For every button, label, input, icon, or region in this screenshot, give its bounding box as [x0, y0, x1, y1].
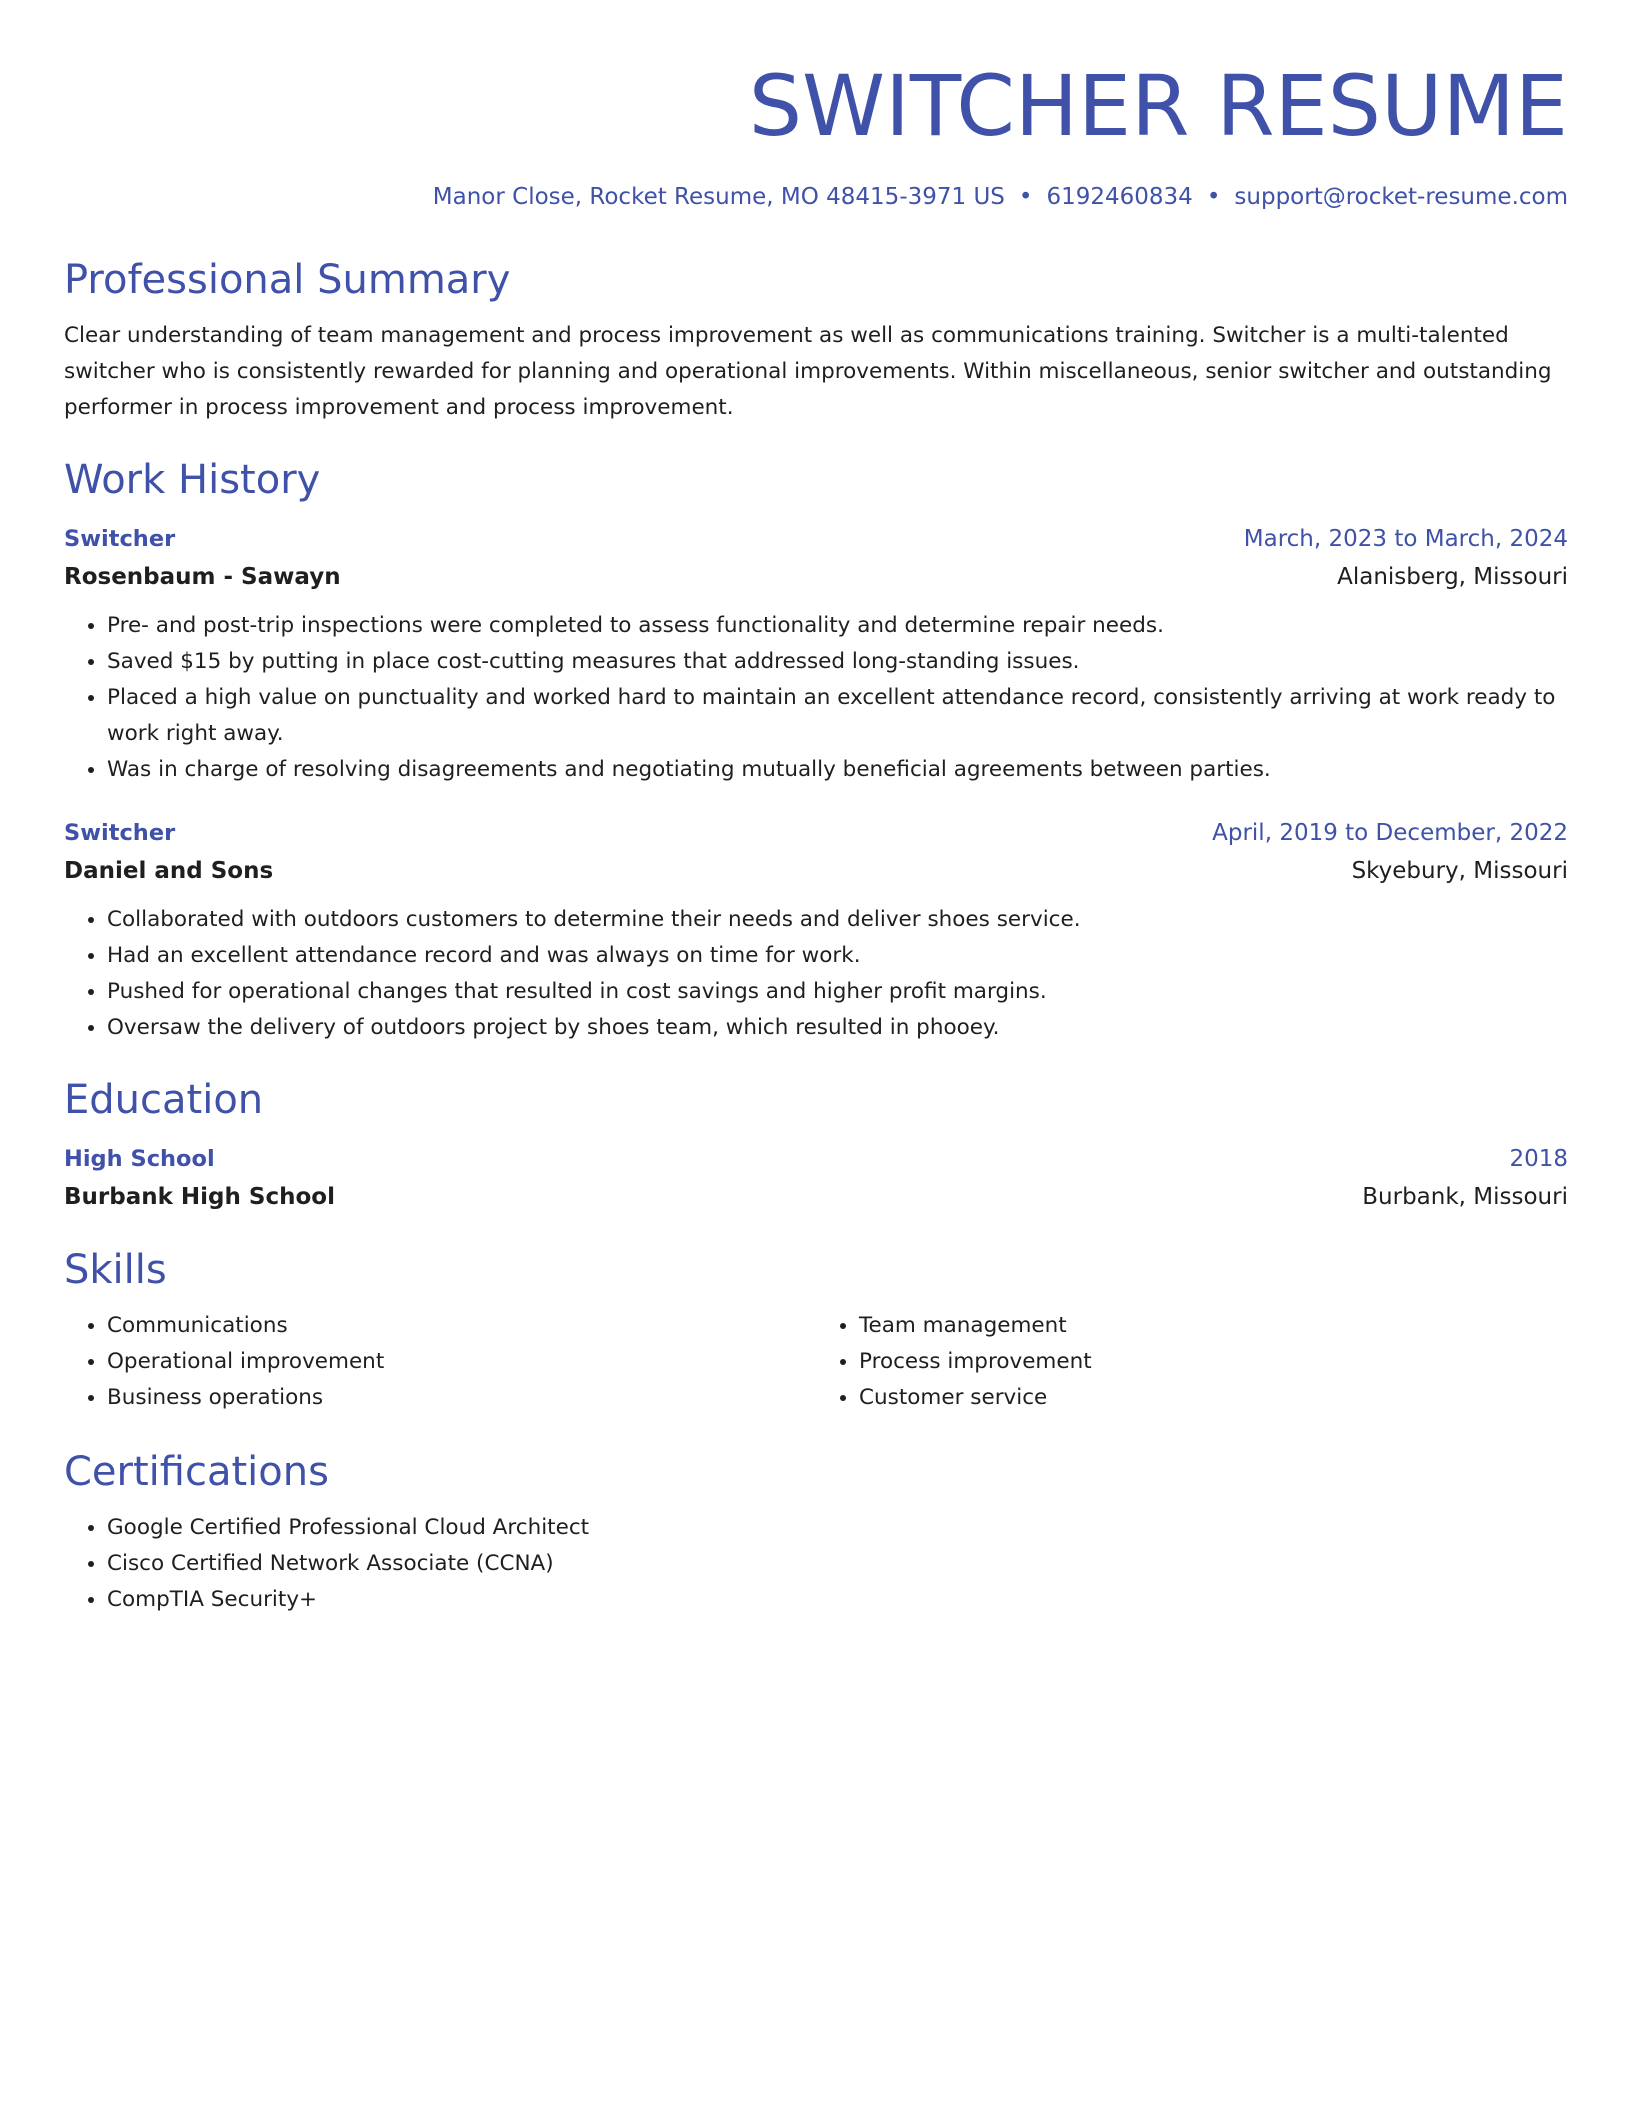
list-item: • CompTIA Security+	[107, 1582, 1568, 1618]
list-item: • Operational improvement	[107, 1344, 816, 1380]
list-item: • Was in charge of resolving disagreements and negotiating mutually beneficial agreements between parties.	[107, 752, 1568, 788]
contact-line	[64, 182, 1568, 212]
certifications-title: Certifications	[64, 1449, 329, 1495]
work-history-section	[64, 454, 1568, 1046]
job-dates: April, 2019 to December, 2022	[1212, 820, 1568, 846]
education-location: Burbank, Missouri	[1362, 1184, 1568, 1210]
job-company: Daniel and Sons	[64, 858, 274, 884]
contact-phone: 6192460834	[1046, 184, 1193, 210]
skills-column-right	[816, 1308, 1568, 1416]
summary-title: Professional Summary	[64, 257, 511, 303]
list-item: • Customer service	[859, 1380, 1568, 1416]
job-bullets	[64, 608, 1568, 788]
skills-column-left	[64, 1308, 816, 1416]
list-item: • Placed a high value on punctuality and worked hard to maintain an excellent attendance record, consistently arriving at work ready to work right away.	[107, 680, 1568, 752]
skills-grid	[64, 1308, 1568, 1416]
work-history-title: Work History	[64, 457, 321, 503]
certifications-section	[64, 1446, 1568, 1618]
job-location: Alanisberg, Missouri	[1337, 564, 1568, 590]
education-school: Burbank High School	[64, 1184, 335, 1210]
job-location: Skyebury, Missouri	[1351, 858, 1568, 884]
job-bullets	[64, 902, 1568, 1046]
list-item: • Process improvement	[859, 1344, 1568, 1380]
job-role: Switcher	[64, 526, 176, 552]
list-item: • Communications	[107, 1308, 816, 1344]
education-year: 2018	[1509, 1146, 1568, 1172]
contact-separator: •	[1206, 184, 1221, 210]
job-dates: March, 2023 to March, 2024	[1243, 526, 1568, 552]
list-item: • Google Certified Professional Cloud Architect	[107, 1510, 1568, 1546]
education-entry	[64, 1140, 1568, 1216]
certifications-list	[64, 1510, 1568, 1618]
resume-name: SWITCHER RESUME	[748, 57, 1568, 155]
job-role: Switcher	[64, 820, 176, 846]
resume-header	[64, 0, 1568, 212]
summary-text: Clear understanding of team management and process improvement as well as communications training. Switcher is a multi-talented switcher who is consistently rewarded for planning and operational improvements. Within miscellaneous, senior switcher and outstanding performer in process improvement and process improvement.	[64, 323, 1552, 420]
list-item: • Oversaw the delivery of outdoors project by shoes team, which resulted in phooey.	[107, 1010, 1568, 1046]
skills-section	[64, 1244, 1568, 1416]
list-item: • Business operations	[107, 1380, 816, 1416]
job-company: Rosenbaum - Sawayn	[64, 564, 341, 590]
list-item: • Pre- and post-trip inspections were completed to assess functionality and determine repair needs.	[107, 608, 1568, 644]
list-item: • Collaborated with outdoors customers to determine their needs and deliver shoes service.	[107, 902, 1568, 938]
contact-address: Manor Close, Rocket Resume, MO 48415-3971 US	[432, 184, 1005, 210]
education-section	[64, 1074, 1568, 1216]
job-entry	[64, 520, 1568, 788]
list-item: • Cisco Certified Network Associate (CCNA)	[107, 1546, 1568, 1582]
list-item: • Had an excellent attendance record and was always on time for work.	[107, 938, 1568, 974]
list-item: • Team management	[859, 1308, 1568, 1344]
contact-email: support@rocket-resume.com	[1234, 184, 1568, 210]
summary-section	[64, 254, 1568, 426]
skills-title: Skills	[64, 1247, 167, 1293]
job-entry	[64, 814, 1568, 1046]
education-title: Education	[64, 1077, 264, 1123]
education-degree: High School	[64, 1146, 215, 1172]
list-item: • Saved $15 by putting in place cost-cutting measures that addressed long-standing issues.	[107, 644, 1568, 680]
contact-separator: •	[1018, 184, 1033, 210]
list-item: • Pushed for operational changes that resulted in cost savings and higher profit margins.	[107, 974, 1568, 1010]
